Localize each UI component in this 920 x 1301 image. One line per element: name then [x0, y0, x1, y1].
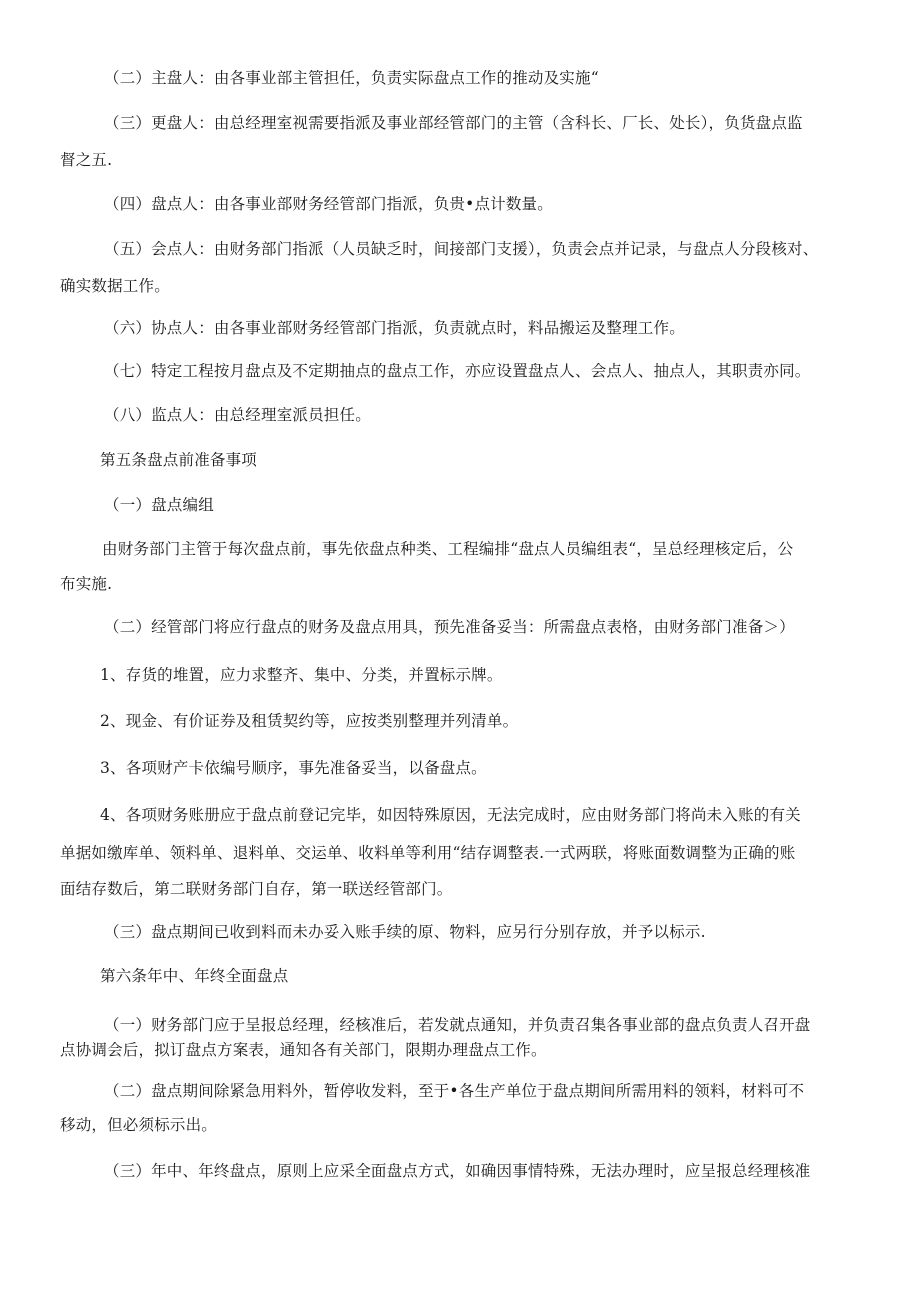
list-item: 2、现金、有价证券及租赁契约等，应按类别整理并列清单。: [100, 712, 519, 730]
paragraph-line: （二）主盘人：由各事业部主管担任，负责实际盘点工作的推动及实施“: [104, 69, 599, 87]
section-heading: 第六条年中、年终全面盘点: [100, 967, 289, 985]
paragraph-line: 确实数据工作。: [60, 277, 170, 295]
paragraph-line: 点协调会后，拟订盘点方案表，通知各有关部门，限期办理盘点工作。: [60, 1041, 547, 1059]
list-item: 3、各项财产卡依编号顺序，事先准备妥当，以备盘点。: [100, 759, 487, 777]
paragraph-line: （三）更盘人：由总经理室视需要指派及事业部经管部门的主管（含科长、厂长、处长），负货盘点监: [104, 114, 803, 132]
paragraph-line: （二）盘点期间除紧急用料外，暂停收发料，至于•各生产单位于盘点期间所需用料的领料，材料可不: [104, 1082, 805, 1100]
paragraph-line: 面结存数后，第二联财务部门自存，第一联送经管部门。: [60, 880, 453, 898]
paragraph-line: （三）盘点期间已收到料而未办妥入账手续的原、物料，应另行分别存放，并予以标示.: [104, 923, 706, 941]
paragraph-line: 由财务部门主管于每次盘点前，事先依盘点种类、工程编排“盘点人员编组表“，呈总经理核定后，公: [102, 540, 794, 558]
list-item: 4、各项财务账册应于盘点前登记完毕，如因特殊原因，无法完成时，应由财务部门将尚未入账的有关: [100, 806, 801, 824]
paragraph-line: （五）会点人：由财务部门指派（人员缺乏时，间接部门支援），负责会点并记录，与盘点人分段核对、: [104, 240, 819, 258]
paragraph-line: （三）年中、年终盘点，原则上应采全面盘点方式，如确因事情特殊，无法办理时，应呈报总经理核准: [104, 1162, 811, 1180]
paragraph-line: 督之五.: [60, 151, 113, 169]
paragraph-line: （二）经管部门将应行盘点的财务及盘点用具，预先准备妥当：所需盘点表格，由财务部门准备＞）: [104, 618, 795, 636]
subsection-heading: （一）盘点编组: [104, 496, 214, 514]
paragraph-line: 单据如缴库单、领料单、退料单、交运单、收料单等利用“结存调整表.一式两联，将账面数调整为正确的账: [60, 844, 796, 862]
paragraph-line: （七）特定工程按月盘点及不定期抽点的盘点工作，亦应设置盘点人、会点人、抽点人，其职责亦同。: [104, 362, 811, 380]
paragraph-line: （一）财务部门应于呈报总经理，经核准后，若发就点通知，并负责召集各事业部的盘点负责人召开盘: [104, 1016, 811, 1034]
paragraph-line: （六）协点人：由各事业部财务经管部门指派，负责就点时，料品搬运及整理工作。: [104, 319, 685, 337]
section-heading: 第五条盘点前准备事项: [100, 451, 258, 469]
list-item: 1、存货的堆置，应力求整齐、集中、分类，并置标示牌。: [100, 666, 503, 684]
paragraph-line: （四）盘点人：由各事业部财务经管部门指派，负贵•点计数量。: [104, 195, 553, 213]
paragraph-line: 移动，但必须标示出。: [60, 1116, 218, 1134]
paragraph-line: （八）监点人：由总经理室派员担任。: [104, 406, 371, 424]
paragraph-line: 布实施.: [60, 575, 113, 593]
